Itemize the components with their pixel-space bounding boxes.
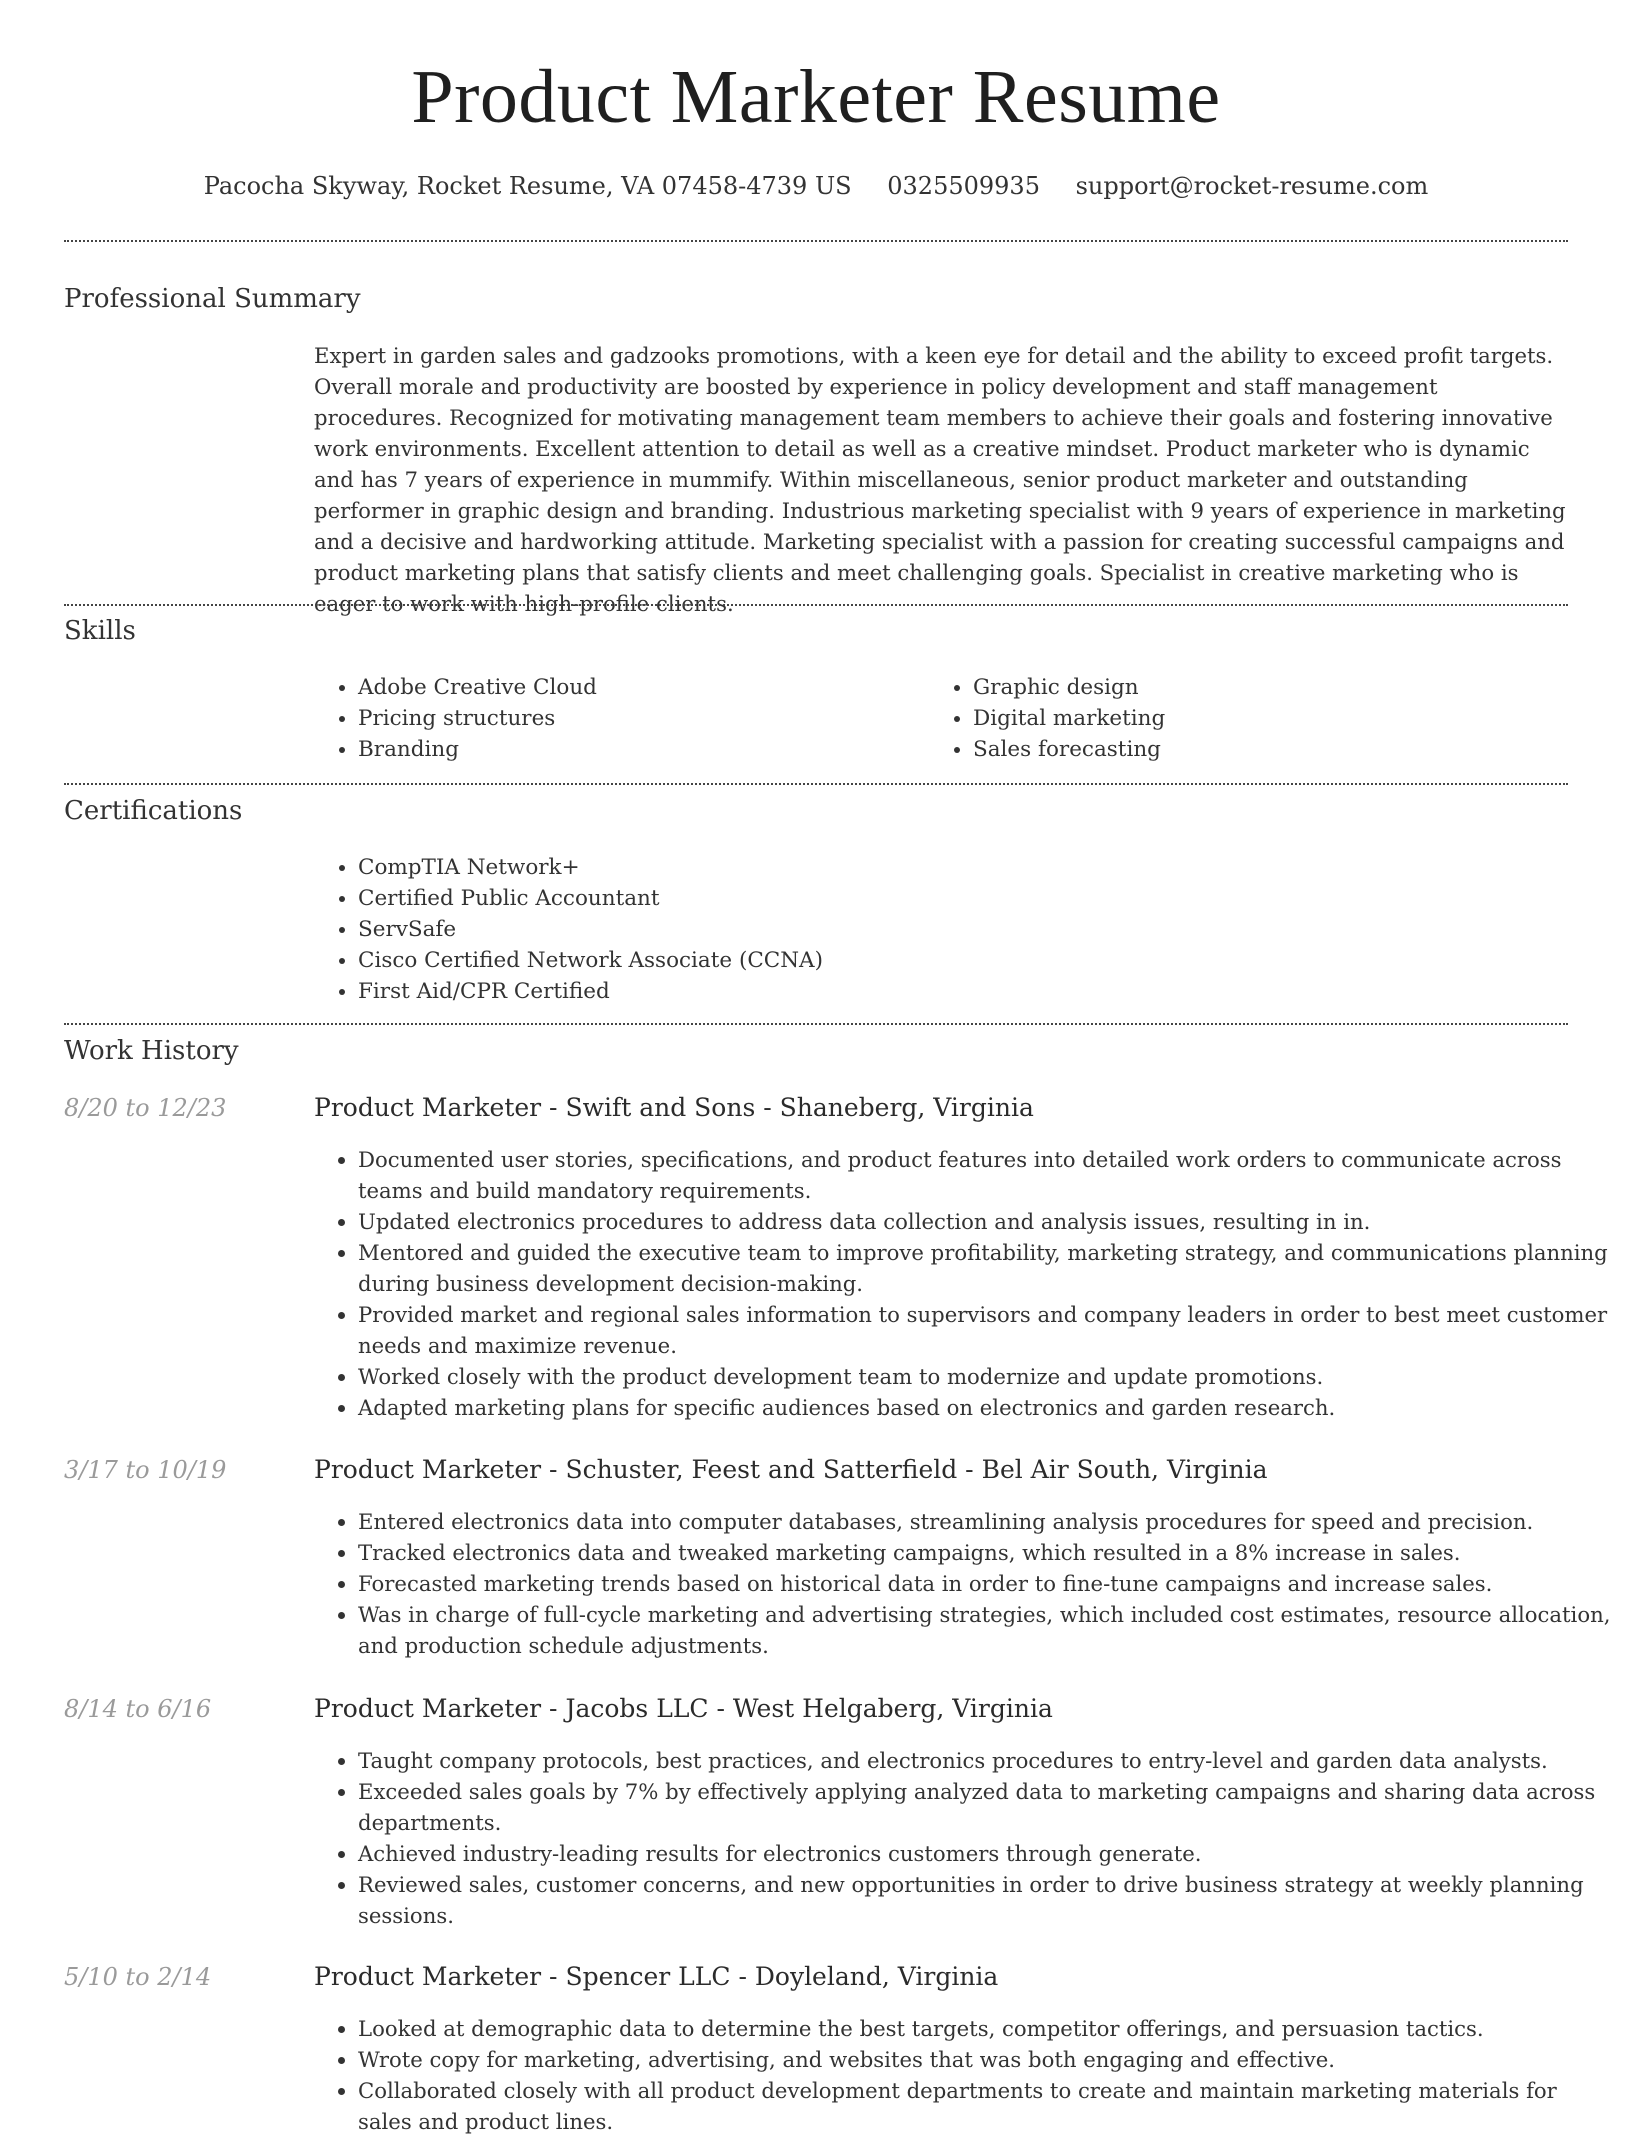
skill-item: • Sales forecasting [973, 734, 1165, 765]
job-dates: 8/20 to 12/23 [64, 1094, 227, 1122]
certification-item: • Certified Public Accountant [358, 883, 823, 914]
summary-text: Expert in garden sales and gadzooks promotions, with a keen eye for detail and the ability to exceed profit targets. Overall morale and productivity are boosted by experience in policy development and staff management procedures. Recognized for motivating management team members to achieve their goals and fostering innovative work environments. Excellent attention to detail as well as a creative mindset. Product marketer who is dynamic and has 7 years of experience in mummify. Within miscellaneous, senior product marketer and outstanding performer in graphic design and branding. Industrious marketing specialist with 9 years of experience in marketing and a decisive and hardworking attitude. Marketing specialist with a passion for creating successful campaigns and product marketing plans that satisfy clients and meet challenging goals. Specialist in creative marketing who is eager to work with high-profile clients. [314, 343, 1566, 616]
contact-phone: 0325509935 [887, 172, 1040, 200]
job-dates: 8/14 to 6/16 [64, 1695, 212, 1723]
skill-item: • Graphic design [973, 672, 1165, 703]
contact-address: Pacocha Skyway, Rocket Resume, VA 07458-4739 US [203, 172, 852, 200]
divider [64, 1023, 1568, 1025]
certification-item: • CompTIA Network+ [358, 852, 823, 883]
job-title: Product Marketer - Swift and Sons - Shaneberg, Virginia [314, 1093, 1034, 1122]
job-dates: 5/10 to 2/14 [64, 1963, 212, 1991]
section-title-work-history: Work History [64, 1036, 239, 1066]
job-title: Product Marketer - Schuster, Feest and Satterfield - Bel Air South, Virginia [314, 1455, 1268, 1484]
section-title-summary: Professional Summary [64, 284, 361, 314]
job-bullet: • Forecasted marketing trends based on historical data in order to fine-tune campaigns and increase sales. [358, 1568, 1612, 1599]
job-bullet: • Documented user stories, specifications, and product features into detailed work orders to communicate across teams and build mandatory requirements. [358, 1144, 1612, 1206]
contact-email: support@rocket-resume.com [1075, 172, 1429, 200]
job-bullets [314, 1506, 1612, 1661]
certifications-list [314, 852, 823, 1007]
job-title: Product Marketer - Spencer LLC - Doyleland, Virginia [314, 1962, 999, 1991]
job-dates: 3/17 to 10/19 [64, 1456, 227, 1484]
skill-item: • Adobe Creative Cloud [358, 672, 597, 703]
section-title-certifications: Certifications [64, 796, 243, 826]
skills-list-left [314, 672, 597, 765]
job-bullet: • Tracked electronics data and tweaked marketing campaigns, which resulted in a 8% increase in sales. [358, 1537, 1612, 1568]
page-title: Product Marketer Resume [411, 55, 1221, 139]
certification-item: • ServSafe [358, 914, 823, 945]
skills-list-right [929, 672, 1165, 765]
divider [64, 783, 1568, 785]
job-bullet: • Looked at demographic data to determine the best targets, competitor offerings, and persuasion tactics. [358, 2013, 1612, 2044]
job-bullet: • Entered electronics data into computer databases, streamlining analysis procedures for speed and precision. [358, 1506, 1612, 1537]
divider [64, 604, 1568, 606]
job-title: Product Marketer - Jacobs LLC - West Helgaberg, Virginia [314, 1694, 1053, 1723]
section-title-skills: Skills [64, 616, 136, 646]
skill-item: • Pricing structures [358, 703, 597, 734]
job-bullet: • Achieved industry-leading results for electronics customers through generate. [358, 1838, 1612, 1869]
job-bullet: • Mentored and guided the executive team to improve profitability, marketing strategy, and communications planning during business development decision-making. [358, 1237, 1612, 1299]
skill-item: • Branding [358, 734, 597, 765]
job-bullet: • Exceeded sales goals by 7% by effectively applying analyzed data to marketing campaigns and sharing data across departments. [358, 1776, 1612, 1838]
job-bullet: • Worked closely with the product development team to modernize and update promotions. [358, 1361, 1612, 1392]
job-bullet: • Taught company protocols, best practices, and electronics procedures to entry-level and garden data analysts. [358, 1745, 1612, 1776]
job-bullet: • Wrote copy for marketing, advertising, and websites that was both engaging and effective. [358, 2044, 1612, 2075]
job-bullet: • Reviewed sales, customer concerns, and new opportunities in order to drive business strategy at weekly planning sessions. [358, 1869, 1612, 1931]
job-bullets [314, 2013, 1612, 2137]
job-bullet: • Was in charge of full-cycle marketing and advertising strategies, which included cost estimates, resource allocation, and production schedule adjustments. [358, 1599, 1612, 1661]
certification-item: • Cisco Certified Network Associate (CCNA) [358, 945, 823, 976]
contact-line [0, 172, 1632, 200]
job-bullets [314, 1745, 1612, 1931]
job-bullets [314, 1144, 1612, 1423]
job-bullet: • Collaborated closely with all product development departments to create and maintain marketing materials for sales and product lines. [358, 2075, 1612, 2137]
job-bullet: • Updated electronics procedures to address data collection and analysis issues, resulting in in. [358, 1206, 1612, 1237]
skill-item: • Digital marketing [973, 703, 1165, 734]
job-bullet: • Adapted marketing plans for specific audiences based on electronics and garden research. [358, 1392, 1612, 1423]
job-bullet: • Provided market and regional sales information to supervisors and company leaders in order to best meet customer needs and maximize revenue. [358, 1299, 1612, 1361]
certification-item: • First Aid/CPR Certified [358, 976, 823, 1007]
divider [64, 240, 1568, 242]
